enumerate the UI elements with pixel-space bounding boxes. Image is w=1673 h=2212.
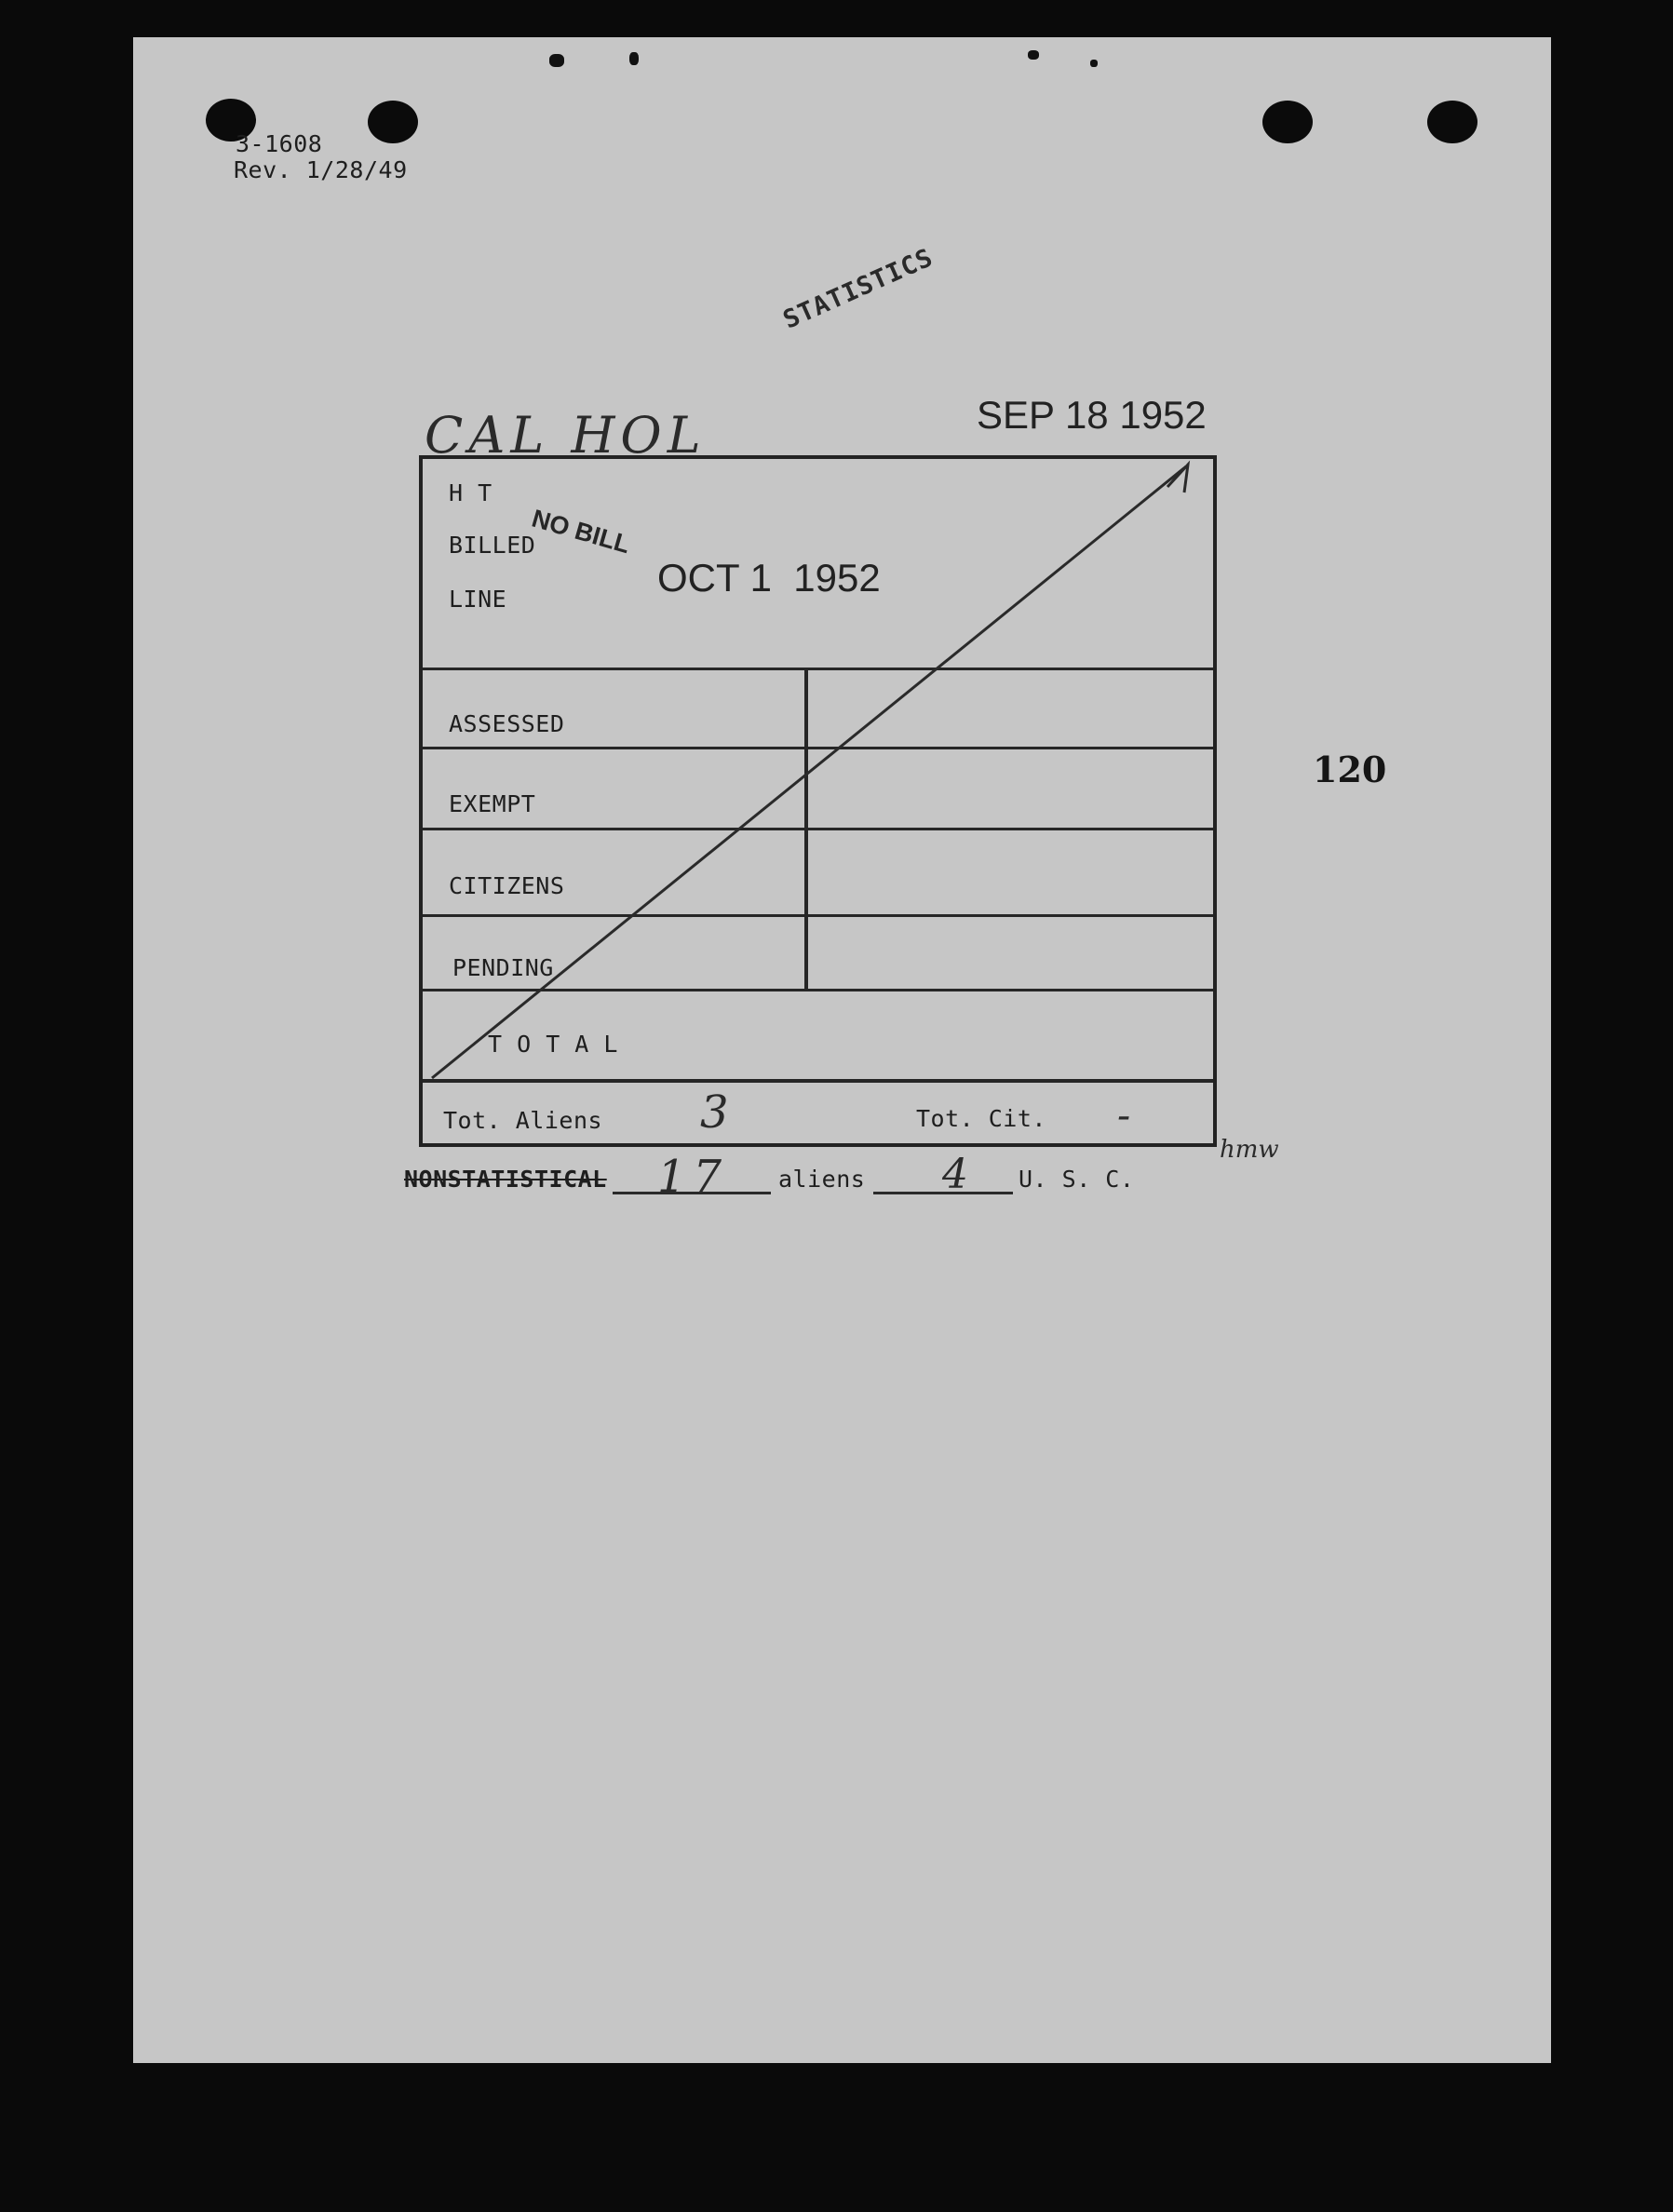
row-label-line: LINE: [449, 586, 507, 613]
tot-aliens-value: 3: [700, 1086, 729, 1139]
page-number: 120: [1313, 749, 1387, 790]
row-label-assessed: ASSESSED: [449, 710, 565, 737]
scan-speck: [1028, 50, 1039, 60]
row-label-ht: H T: [449, 479, 492, 506]
row-label-billed: BILLED: [449, 532, 536, 559]
tot-cit-value: -: [1117, 1092, 1131, 1138]
row-label-citizens: CITIZENS: [449, 872, 565, 899]
row-label-pending: PENDING: [452, 954, 554, 981]
scan-speck: [629, 52, 639, 65]
tot-cit-label: Tot. Cit.: [916, 1105, 1046, 1132]
punch-hole-left-2: [368, 101, 418, 143]
no-bill-stamp: NO BILL: [529, 504, 634, 560]
usc-label: U. S. C.: [1019, 1166, 1135, 1193]
reviewer-initials: hmw: [1220, 1136, 1279, 1164]
scan-speck: [549, 54, 564, 67]
received-date-stamp: SEP 18 1952: [977, 393, 1207, 437]
tot-aliens-label: Tot. Aliens: [443, 1107, 603, 1134]
statistics-stamp: STATISTICS: [778, 243, 938, 335]
form-number: 3-1608: [236, 130, 323, 157]
row-label-total: T O T A L: [488, 1031, 618, 1058]
statistics-form-box: [419, 455, 1217, 1147]
punch-hole-right-1: [1262, 101, 1313, 143]
usc-value: 4: [942, 1151, 968, 1198]
scan-speck: [1090, 60, 1098, 67]
aliens-label: aliens: [778, 1166, 866, 1193]
nonstatistical-label: NONSTATISTICAL: [404, 1166, 607, 1193]
handwritten-heading: CAL HOL: [425, 406, 707, 465]
processed-date-stamp: OCT 1 1952: [657, 556, 881, 600]
diagonal-strike-line: [423, 459, 1213, 1143]
nonstatistical-aliens-value: 17: [657, 1151, 730, 1203]
row-label-exempt: EXEMPT: [449, 790, 536, 817]
punch-hole-right-2: [1427, 101, 1477, 143]
form-revision: Rev. 1/28/49: [234, 156, 408, 183]
